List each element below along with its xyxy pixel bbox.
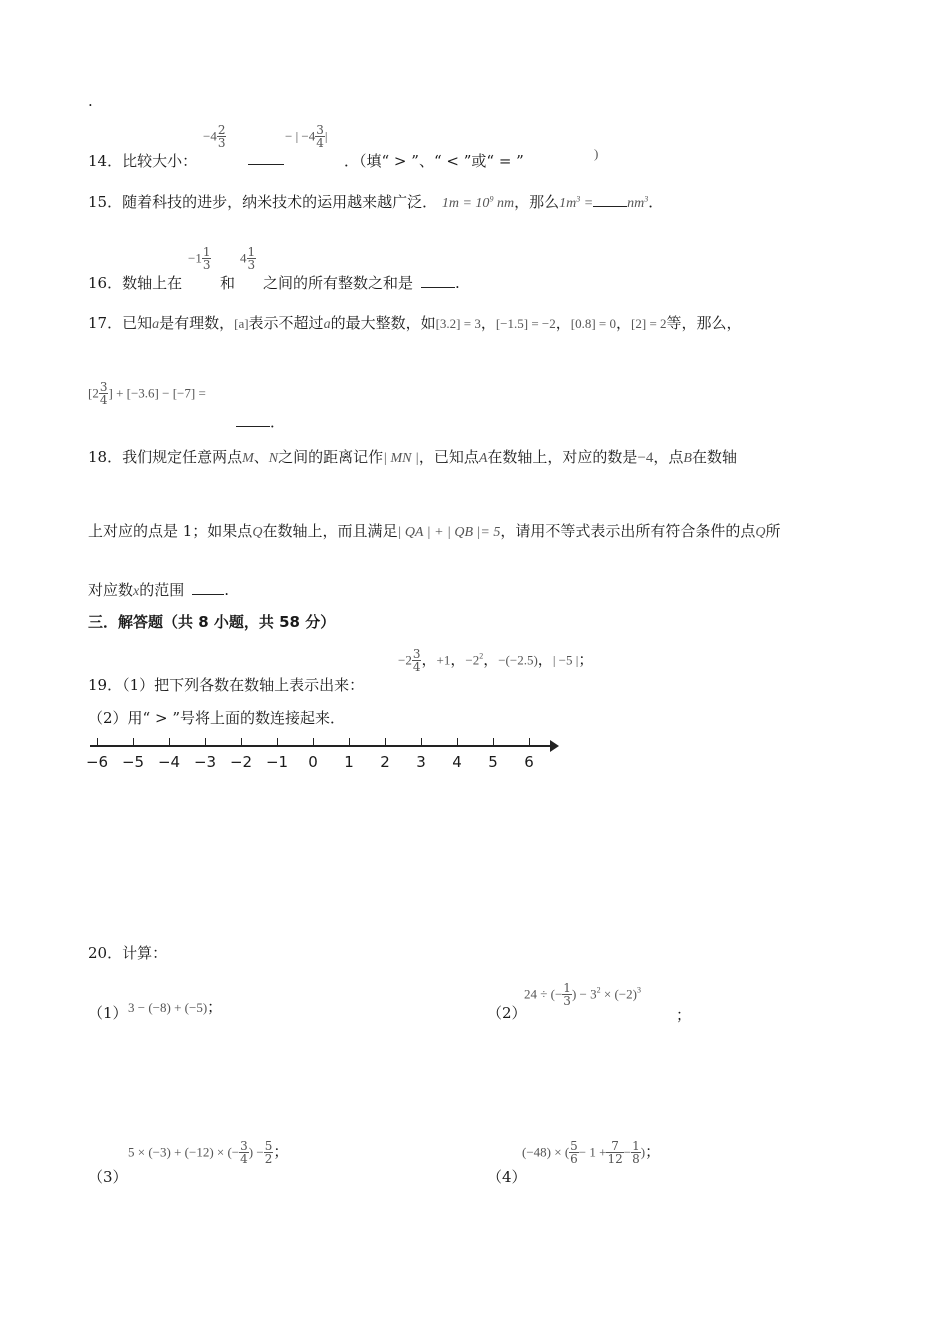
number-line-tick (349, 738, 350, 745)
number-line-label: −2 (229, 753, 253, 771)
number-line-arrow (550, 740, 559, 752)
number-line (0, 745, 950, 785)
section-3-heading: 三．解答题（共 8 小题，共 58 分） (88, 613, 336, 631)
q14-left-expr: −4 $\frac{2}{3}$ (203, 123, 226, 150)
number-line-label: 3 (416, 753, 426, 771)
number-line-label: 4 (452, 753, 462, 771)
number-line-label: −6 (85, 753, 109, 771)
question-18-line1: 18．我们规定任意两点M、N之间的距离记作| MN |，已知点A在数轴上，对应的数是−4，点B在数轴 (88, 448, 737, 466)
number-line-tick (277, 738, 278, 745)
number-line-tick (97, 738, 98, 745)
number-line-label: 0 (308, 753, 318, 771)
number-line-tick (133, 738, 134, 745)
q17-answer-blank[interactable] (236, 412, 270, 427)
q14-right-expr: − | −4 $\frac{3}{4}$ | (285, 123, 328, 150)
question-15: 15．随着科技的进步，纳米技术的运用越来越广泛． $1m = 10^9$ nm，那么$1m^3 = nm^3$． (88, 193, 664, 211)
q19-number-list: −2 $\frac{3}{4}$ ，+1，$-2^2$，−(−2.5)，| −5 |； (398, 647, 594, 674)
q20-part2-semi: ； (676, 1006, 692, 1024)
number-line-tick (169, 738, 170, 745)
q20-part2: （2） (487, 1004, 527, 1022)
number-line-label: −3 (193, 753, 217, 771)
number-line-tick (313, 738, 314, 745)
q16-number-b: 4 $\frac{1}{3}$ (240, 245, 256, 272)
q20-part2-expr: 24 ÷ (− $\frac{1}{3}$ ) − $3^2 \times (-2)^3$ (524, 981, 641, 1008)
q20-part4-expr: (−48) × ( $\frac{5}{6}$ − 1 + $\frac{7}{12}$ − $\frac{1}{8}$ )； (522, 1139, 661, 1166)
number-line-tick (493, 738, 494, 745)
q20-part4: （4） (487, 1168, 527, 1186)
q15-answer-blank[interactable] (593, 192, 627, 207)
q17-expression: [2 $\frac{3}{4}$ ] + [−3.6] − [−7] = (88, 380, 206, 407)
q15-eq1: $1m = 10^9$ nm (441, 194, 515, 211)
q15-eq2: $1m^3$ = (559, 194, 594, 211)
number-line-label: −5 (121, 753, 145, 771)
q20-part1-expr: 3 − (−8) + (−5)； (128, 998, 223, 1016)
number-line-tick (421, 738, 422, 745)
q15-unit: $nm^3$ (627, 194, 649, 211)
q18-answer-blank[interactable] (192, 580, 224, 595)
question-14 (88, 150, 197, 171)
number-line-tick (457, 738, 458, 745)
q20-part3: （3） (88, 1168, 128, 1186)
q20-part3-expr: 5 × (−3) + (−12) × (− $\frac{3}{4}$ ) − $\frac{5}{2}$ ； (128, 1139, 289, 1166)
q16-number-a: −1 $\frac{1}{3}$ (188, 245, 211, 272)
top-dot: . (88, 92, 93, 110)
number-line-tick (241, 738, 242, 745)
number-line-label: −4 (157, 753, 181, 771)
q14-number: 14．比较大小： (88, 152, 198, 170)
question-19-part1: 19．（1）把下列各数在数轴上表示出来： (88, 676, 365, 694)
q20-part1: （1） (88, 1004, 128, 1022)
q14-answer-blank[interactable] (248, 150, 284, 169)
q14-right-frac: $\frac{3}{4}$ (316, 123, 324, 150)
q16-and: 和 (220, 274, 236, 292)
q17-answer: ． (236, 411, 285, 432)
q14-close-paren: ) (594, 146, 599, 161)
question-18-line3: 对应数x的范围 . (88, 581, 230, 599)
question-18-line2: 上对应的点是 1；如果点Q在数轴上，而且满足| QA | + | QB |= 5，请用不等式表示出所有符合条件的点Q所 (88, 522, 781, 540)
number-line-label: −1 (265, 753, 289, 771)
q16-tail: 之间的所有整数之和是 . (263, 274, 460, 292)
number-line-label: 2 (380, 753, 390, 771)
number-line-label: 1 (344, 753, 354, 771)
question-20-title: 20．计算： (88, 944, 168, 962)
question-16: 16．数轴上在 (88, 274, 183, 292)
q14-left-frac: $\frac{2}{3}$ (217, 123, 226, 150)
number-line-tick (529, 738, 530, 745)
number-line-axis (90, 745, 552, 747)
question-19-part2: （2）用“ > ”号将上面的数连接起来． (88, 709, 345, 727)
q16-answer-blank[interactable] (421, 273, 455, 288)
q14-instruction: ．（填“ > ”、“ < ”或“ = ” (344, 152, 524, 170)
number-line-tick (205, 738, 206, 745)
number-line-tick (385, 738, 386, 745)
number-line-label: 6 (524, 753, 534, 771)
question-17: 17．已知a是有理数，[a]表示不超过a的最大整数，如[3.2] = 3，[−1.5] = −2，[0.8] = 0，[2] = 2等，那么， (88, 314, 742, 332)
number-line-label: 5 (488, 753, 498, 771)
